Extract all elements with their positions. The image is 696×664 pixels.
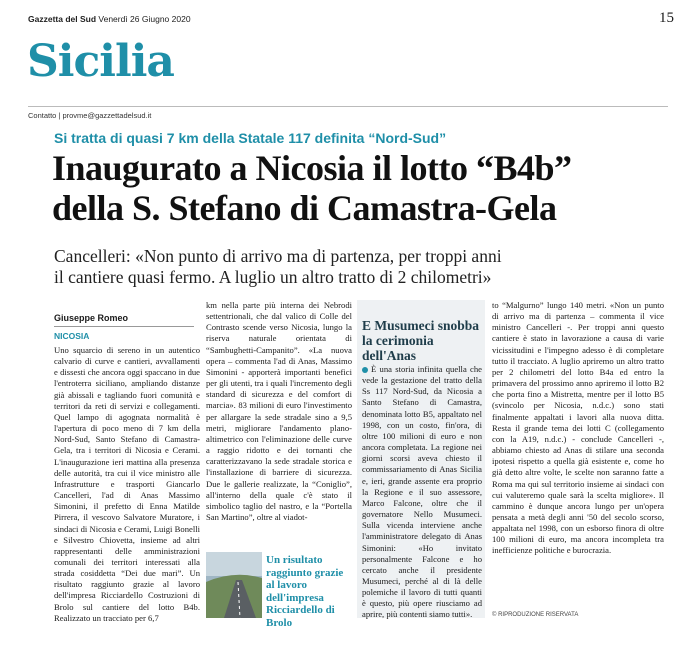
headline-line-2: della S. Stefano di Camastra-Gela (52, 188, 557, 228)
dateline: NICOSIA (54, 331, 90, 341)
sidebar-body (362, 364, 482, 621)
copyright: © RIPRODUZIONE RISERVATA (492, 612, 579, 618)
article-column-2 (206, 300, 352, 523)
headline-line-1: Inaugurato a Nicosia il lotto “B4b” (52, 148, 572, 188)
column-2-text: km nella parte più interna dei Nebrodi settentrionali, che dal valico di Colle del Contrasto scende verso Nicosia, lungo la riserva naturale orientata di “Sambughetti-Campanito”. «La nuova opera – commenta l'ad di Anas, Massimo Simonini - apporterà importanti benefici per gli utenti, tra i quali l'incremento degli standard di sicurezza e del comfort di marcia». 83 milioni di euro l'investimento per allargare la sede stradale sino a 9,5 metri, migliorare l'andamento plano-altimetrico con l'eliminazione delle curve a raggio ridotto e dei tornanti che caratterizzavano la sede stradale storica e l'installazione di barriere di sicurezza. Due le gallerie realizzate, la “Coniglio”, all'interno della quale c'è stato il simbolico taglio del nastro, e la “Portella San Martino”, oltre al viadot- (206, 300, 352, 522)
photo-caption: Un risultato raggiunto grazie al lavoro dell'impresa Ricciardello di Brolo (266, 554, 344, 629)
contact-line: Contatto | provme@gazzettadelsud.it (28, 111, 152, 120)
byline-divider (54, 326, 194, 327)
article-headline (52, 148, 672, 228)
article-deck (54, 246, 674, 288)
column-4-text: to “Malgurno” lungo 140 metri. «Non un punto di arrivo ma di partenza – commenta il vice ministro Cancelleri -. Per troppi anni questo cantiere è stato in lavorazione a causa di varie vicissitudini e l'impegno adesso è di completare tutto il tracciato. A luglio apriremo un altro tratto per 2 chilometri del lotto B4a ed entro la primavera del prossimo anno apriremo il lotto B2 che porta fino a Mistretta, mentre per il lotto B5 (svincolo per Nicosia, n.d.c.) sono stati finalmente appaltati i lavori alla nuova ditta. Resta il grande tema dei lotti C (collegamento con la A19, n.d.c.) - conclude Cancelleri -, abbiamo chiesto ad Anas di stilare una seconda ipotesi rispetto a quella già esistente e, come ho già detto altre volte, le scelte non saranno fatte a Roma ma qui sul territorio insieme ai sindaci con cui valuteremo quale sarà la scelta migliore». Il cammino è dunque ancora lungo per un'opera pensata a metà degli anni '50 del secolo scorso, appaltata nel 1998, con un esborso finora di oltre 100 milioni di euro, ma ancora incompleta tra inefficienze politiche e burocrazia. (492, 300, 664, 556)
deck-line-2: il cantiere quasi fermo. A luglio un altro tratto di 2 chilometri» (54, 267, 492, 287)
sidebar-title: E Musumeci snobba la cerimonia dell'Anas (362, 318, 480, 363)
paper-name: Gazzetta del Sud (28, 14, 97, 24)
byline: Giuseppe Romeo (54, 313, 129, 323)
article-column-4 (492, 300, 664, 557)
column-1-text: Uno squarcio di sereno in un autentico calvario di curve e cantieri, avvallamenti e dissesti che ancora oggi spaccano in due l'entroterra siciliano, ampliando distanze già abissali e tagliando fuori comunità e territori da reti di servizi e collegamenti. Quel lampo di agognata normalità è l'apertura di poco meno di 7 km della Nord-Sud, Santo Stefano di Camastra-Gela, tra i territori di Nicosia e Cerami. L'inaugurazione ieri mattina alla presenza delle autorità, tra cui il vice ministro alle Infrastrutture e trasporti Giancarlo Cancelleri, l'ad di Anas Massimo Simonini, il prefetto di Enna Matilde Pirrera, il vescovo Salvatore Muratore, i sindaci di Nicosia e Cerami, Luigi Bonelli e Silvestro Chiovetta, insieme ad altri rappresentanti delle amministrazioni comunali dei territori interessati alla strada cosiddetta “Dei due mari”. Un risultato raggiunto grazie al lavoro dell'impresa Ricciardello Costruzioni di Brolo sul cantiere del lotto B4b. Realizzato un tracciato per 6,7 (54, 345, 200, 623)
divider (28, 106, 668, 107)
bullet-icon (362, 367, 368, 373)
article-column-1 (54, 345, 200, 624)
masthead (28, 14, 191, 24)
page-number: 15 (659, 10, 674, 26)
section-title: Sicilia (27, 36, 174, 87)
sidebar-text: È una storia infinita quella che vede la gestazione del tratto della Ss 117 Nord-Sud, da Nicosia a Santo Stefano di Camastra, denominata lotto B5, appaltato nel 1998, con un costo, fin'ora, di oltre 100 milioni di euro e non ancora completata. La regione nei giorni scorsi aveva chiesto il commissariamento di Anas Sicilia e, ieri, grande assente era proprio la Regione e il suo assessore, Marco Falcone, oltre che il governatore Nello Musumeci. Sulla vicenda interviene anche l'amministratore delegato di Anas Simonini: «Ho invitato personalmente Falcone e ho cercato anche il presidente Musumeci, perché al di là delle polemiche il lavoro di tutti quanti è questo, più opere riusciamo ad aprire, più contenti siamo tutti». (362, 364, 482, 620)
issue-date: Venerdì 26 Giugno 2020 (98, 14, 191, 24)
deck-line-1: Cancelleri: «Non punto di arrivo ma di partenza, per troppi anni (54, 246, 502, 266)
road-photo (206, 552, 262, 618)
article-kicker: Si tratta di quasi 7 km della Statale 117 definita “Nord-Sud” (54, 130, 447, 146)
